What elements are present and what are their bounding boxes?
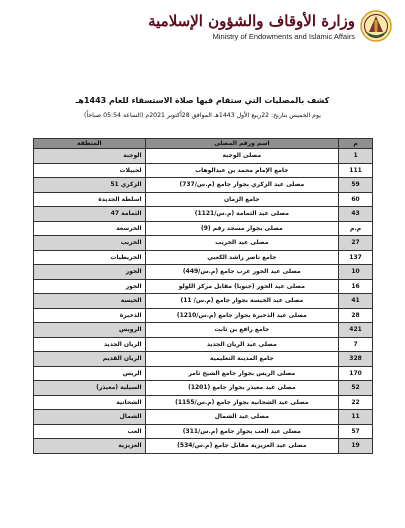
row-number: 111: [339, 163, 373, 178]
row-area: الخيسة: [34, 294, 146, 309]
row-area: الذخيرة: [34, 308, 146, 323]
row-prayer-ground: جامع المدينة التعليمية: [145, 352, 339, 367]
row-number: 41: [339, 294, 373, 309]
document-date-line: يوم الخميس بتاريخ: 22ربيع الأول 1443هـ الموافق 28أكتوبر 2021م (الساعة 05:54 صباحاً): [84, 112, 321, 119]
table-row: [34, 279, 373, 294]
row-number: م.م: [339, 221, 373, 236]
ministry-header: [148, 6, 393, 46]
row-area: الخور: [34, 279, 146, 294]
table-header-row: [34, 139, 373, 149]
row-prayer-ground: جامع الزمان: [145, 192, 339, 207]
row-prayer-ground: مصلى عيد الشحانية بجوار جامع (م.س/1155): [145, 395, 339, 410]
row-number: 10: [339, 265, 373, 280]
header-prayer-ground-name: اسم ورقم المصلى: [145, 139, 339, 149]
row-area: الخريب: [34, 236, 146, 251]
row-prayer-ground: جامع ناصر راشد الكعبي: [145, 250, 339, 265]
table-row: [34, 352, 373, 367]
row-area: الخريطيات: [34, 250, 146, 265]
row-number: 11: [339, 410, 373, 425]
table-row: [34, 410, 373, 425]
prayer-locations-table: [33, 138, 373, 454]
row-number: 43: [339, 207, 373, 222]
row-prayer-ground: مصلى عيد الذخيرة بجوار جامع (م.س/1210): [145, 308, 339, 323]
table-row: [34, 366, 373, 381]
table-row: [34, 439, 373, 454]
row-prayer-ground: مصلى عيد الثمامة (م.س/1121): [145, 207, 339, 222]
row-prayer-ground: مصلى عيد معيذر بجوار جامع (1201): [145, 381, 339, 396]
row-number: 421: [339, 323, 373, 338]
table-row: [34, 424, 373, 439]
row-area: الرويس: [34, 323, 146, 338]
row-number: 27: [339, 236, 373, 251]
table-row: [34, 265, 373, 280]
row-prayer-ground: جامع الإمام محمد بن عبدالوهاب: [145, 163, 339, 178]
row-area: الوجبة: [34, 149, 146, 164]
row-prayer-ground: مصلى عيد الزكري بجوار جامع (م.س/737): [145, 178, 339, 193]
table-row: [34, 163, 373, 178]
row-prayer-ground: جامع رافع بن ثابت: [145, 323, 339, 338]
row-number: 52: [339, 381, 373, 396]
table-row: [34, 221, 373, 236]
table-row: [34, 294, 373, 309]
row-prayer-ground: مصلى عيد الخيسة بجوار جامع (م.س/ 11): [145, 294, 339, 309]
row-area: الزكري 51: [34, 178, 146, 193]
row-area: الخور: [34, 265, 146, 280]
row-number: 60: [339, 192, 373, 207]
row-number: 19: [339, 439, 373, 454]
row-number: 57: [339, 424, 373, 439]
table-row: [34, 323, 373, 338]
row-prayer-ground: مصلى عيد الخريب: [145, 236, 339, 251]
row-prayer-ground: مصلى الوجبة: [145, 149, 339, 164]
table-row: [34, 207, 373, 222]
table-row: [34, 381, 373, 396]
document-title: كشف بالمصليات التي ستقام فيها صلاة الاستسقاء للعام 1443هـ: [75, 96, 330, 105]
ministry-name-arabic: وزارة الأوقاف والشؤون الإسلامية: [148, 11, 355, 30]
row-number: 22: [339, 395, 373, 410]
row-area: الثمامة 47: [34, 207, 146, 222]
table-row: [34, 149, 373, 164]
row-area: السيلية (معيذر): [34, 381, 146, 396]
row-number: 137: [339, 250, 373, 265]
row-prayer-ground: مصلى عيد العزيزية مقابل جامع (م.س/534): [145, 439, 339, 454]
row-area: الشمال: [34, 410, 146, 425]
table-row: [34, 250, 373, 265]
table-row: [34, 308, 373, 323]
header-area: المنطقة: [34, 139, 146, 149]
row-area: العزيزية: [34, 439, 146, 454]
row-number: 7: [339, 337, 373, 352]
row-area: العب: [34, 424, 146, 439]
row-number: 59: [339, 178, 373, 193]
row-prayer-ground: مصلى بجوار مسجد رقم (9): [145, 221, 339, 236]
table-row: [34, 337, 373, 352]
table-row: [34, 192, 373, 207]
table-row: [34, 236, 373, 251]
row-prayer-ground: مصلى عيد الخور (جنوبا) مقابل مركز اللولو: [145, 279, 339, 294]
row-area: الريس: [34, 366, 146, 381]
table-row: [34, 178, 373, 193]
row-area: اسلطة الجديدة: [34, 192, 146, 207]
row-number: 16: [339, 279, 373, 294]
row-prayer-ground: مصلى عيد الخور غرب جامع (م.س/449): [145, 265, 339, 280]
row-number: 1: [339, 149, 373, 164]
qatar-emblem-icon: [359, 6, 393, 46]
row-prayer-ground: مصلى عيد الريان الجديد: [145, 337, 339, 352]
header-number: م: [339, 139, 373, 149]
row-number: 28: [339, 308, 373, 323]
row-prayer-ground: مصلى الريس بجوار جامع الشيخ ثامر: [145, 366, 339, 381]
row-number: 328: [339, 352, 373, 367]
row-area: الريان القديم: [34, 352, 146, 367]
row-area: الخرسعة: [34, 221, 146, 236]
row-area: الشحانية: [34, 395, 146, 410]
row-area: لجبيلات: [34, 163, 146, 178]
table-row: [34, 395, 373, 410]
row-prayer-ground: مصلى عيد العب بجوار جامع (م.س/311): [145, 424, 339, 439]
ministry-name-english: Ministry of Endowments and Islamic Affairs: [212, 31, 355, 41]
row-prayer-ground: مصلى عيد الشمال: [145, 410, 339, 425]
row-area: الريان الجديد: [34, 337, 146, 352]
row-number: 170: [339, 366, 373, 381]
